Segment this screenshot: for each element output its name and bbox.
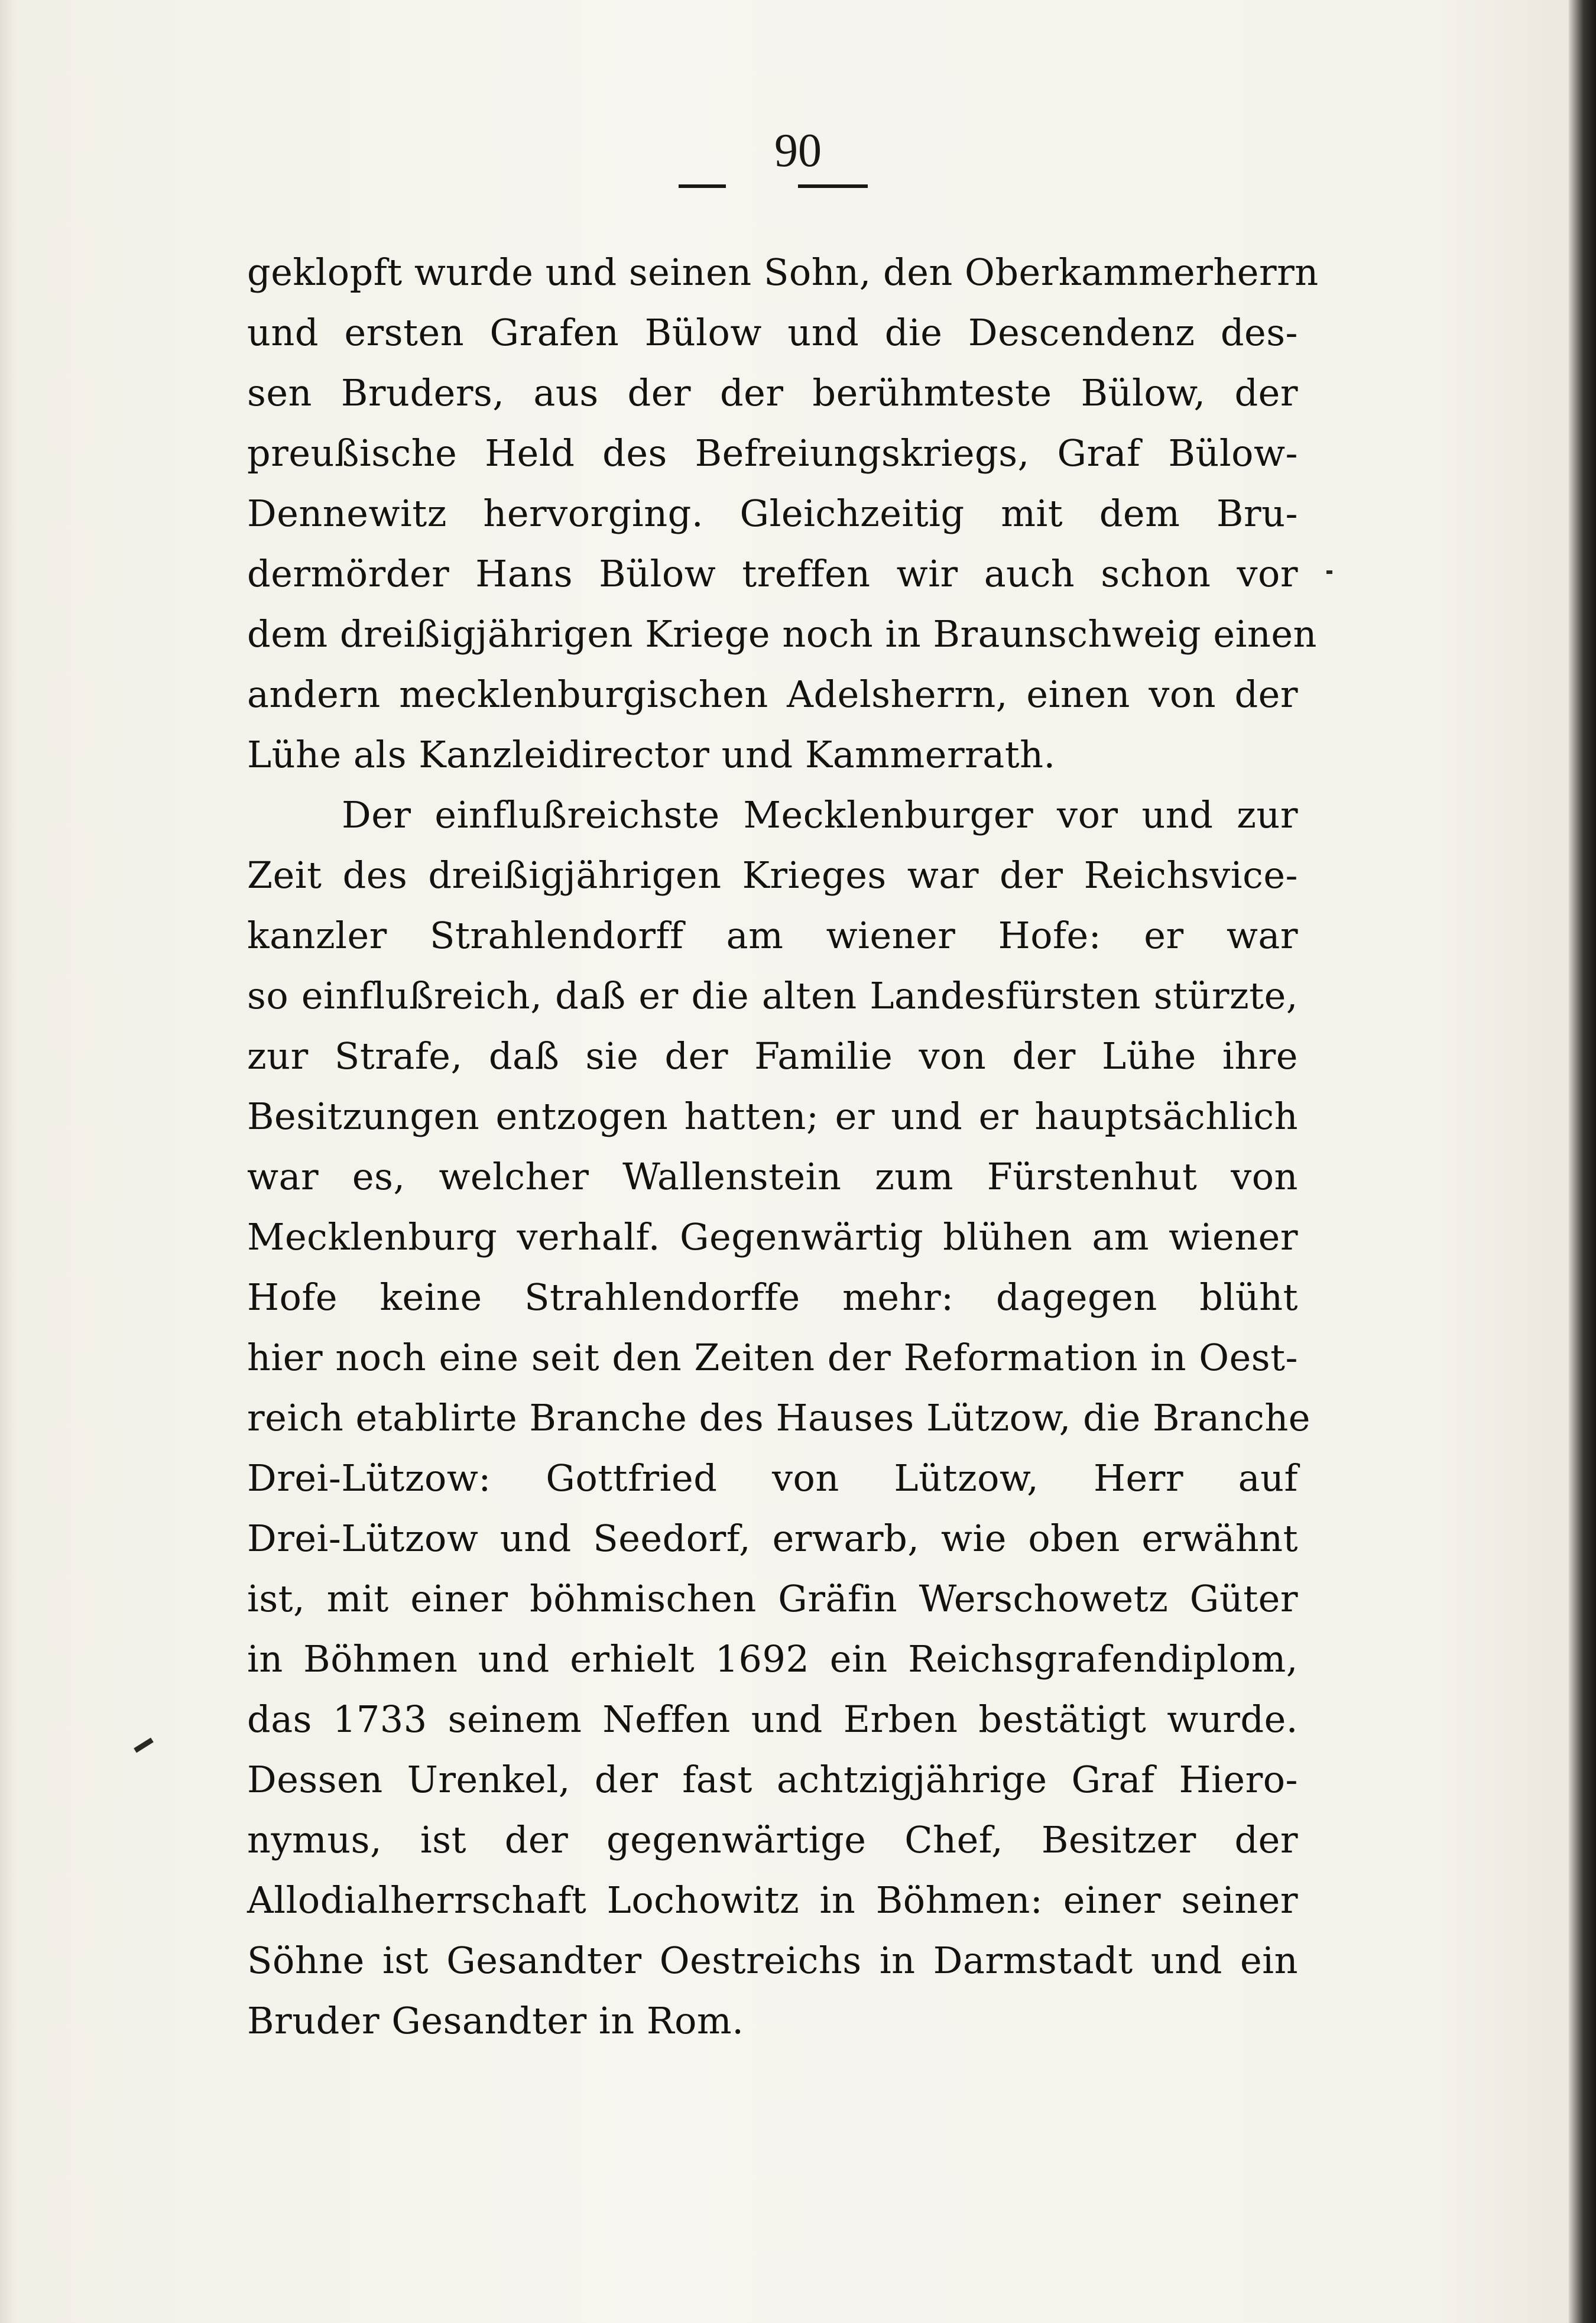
- text-line: zur Strafe, daß sie der Familie von der Lühe ihre: [247, 1034, 1298, 1078]
- text-line: und ersten Grafen Bülow und die Descendenz des-: [247, 311, 1298, 354]
- ink-speck: [1326, 570, 1332, 574]
- text-line: Drei-Lützow: Gottfried von Lützow, Herr auf: [247, 1456, 1298, 1500]
- text-line: in Böhmen und erhielt 1692 ein Reichsgrafendiplom,: [247, 1637, 1298, 1680]
- text-line: Dessen Urenkel, der fast achtzigjährige Graf Hiero-: [247, 1758, 1298, 1801]
- text-line: dem dreißigjährigen Kriege noch in Braunschweig einen: [247, 612, 1317, 656]
- text-line: Hofe keine Strahlendorffe mehr: dagegen blüht: [247, 1276, 1298, 1319]
- paragraph-start-line: Der einflußreichste Mecklenburger vor und zur: [342, 793, 1298, 836]
- page-left-shadow: [0, 0, 18, 2323]
- text-line: Mecklenburg verhalf. Gegenwärtig blühen am wiener: [247, 1215, 1298, 1258]
- text-line: Lühe als Kanzleidirector und Kammerrath.: [247, 733, 1056, 776]
- text-line: dermörder Hans Bülow treffen wir auch schon vor: [247, 552, 1298, 595]
- body-text: [247, 242, 1319, 2051]
- text-line: andern mecklenburgischen Adelsherrn, einen von der: [247, 673, 1298, 716]
- text-line: Söhne ist Gesandter Oestreichs in Darmstadt und ein: [247, 1939, 1298, 1982]
- page-right-edge: [1569, 0, 1596, 2323]
- ink-mark: [134, 1738, 154, 1753]
- page-number: 90: [774, 125, 822, 177]
- text-line: das 1733 seinem Neffen und Erben bestätigt wurde.: [247, 1698, 1298, 1741]
- text-line: Zeit des dreißigjährigen Krieges war der Reichsvice-: [247, 854, 1298, 897]
- header-rule-right: [798, 184, 868, 188]
- text-line: war es, welcher Wallenstein zum Fürstenhut von: [247, 1155, 1298, 1198]
- text-line: so einflußreich, daß er die alten Landesfürsten stürzte,: [247, 974, 1298, 1017]
- text-line: reich etablirte Branche des Hauses Lützow, die Branche: [247, 1396, 1310, 1439]
- text-line: ist, mit einer böhmischen Gräfin Werschowetz Güter: [247, 1577, 1298, 1620]
- text-line: Bruder Gesandter in Rom.: [247, 1999, 744, 2042]
- page-header: [0, 121, 1596, 180]
- text-line: Besitzungen entzogen hatten; er und er hauptsächlich: [247, 1095, 1298, 1138]
- text-line: kanzler Strahlendorff am wiener Hofe: er war: [247, 914, 1298, 957]
- text-line: hier noch eine seit den Zeiten der Reformation in Oest-: [247, 1336, 1298, 1379]
- text-line: Dennewitz hervorging. Gleichzeitig mit dem Bru-: [247, 492, 1298, 535]
- text-line: Drei-Lützow und Seedorf, erwarb, wie oben erwähnt: [247, 1517, 1298, 1560]
- text-line: nymus, ist der gegenwärtige Chef, Besitzer der: [247, 1818, 1298, 1861]
- text-line: sen Bruders, aus der der berühmteste Bülow, der: [247, 371, 1298, 414]
- text-line: geklopft wurde und seinen Sohn, den Oberkammerherrn: [247, 251, 1319, 294]
- text-line: preußische Held des Befreiungskriegs, Graf Bülow-: [247, 431, 1298, 475]
- header-rule-left: [679, 184, 726, 188]
- text-line: Allodialherrschaft Lochowitz in Böhmen: einer seiner: [247, 1878, 1298, 1922]
